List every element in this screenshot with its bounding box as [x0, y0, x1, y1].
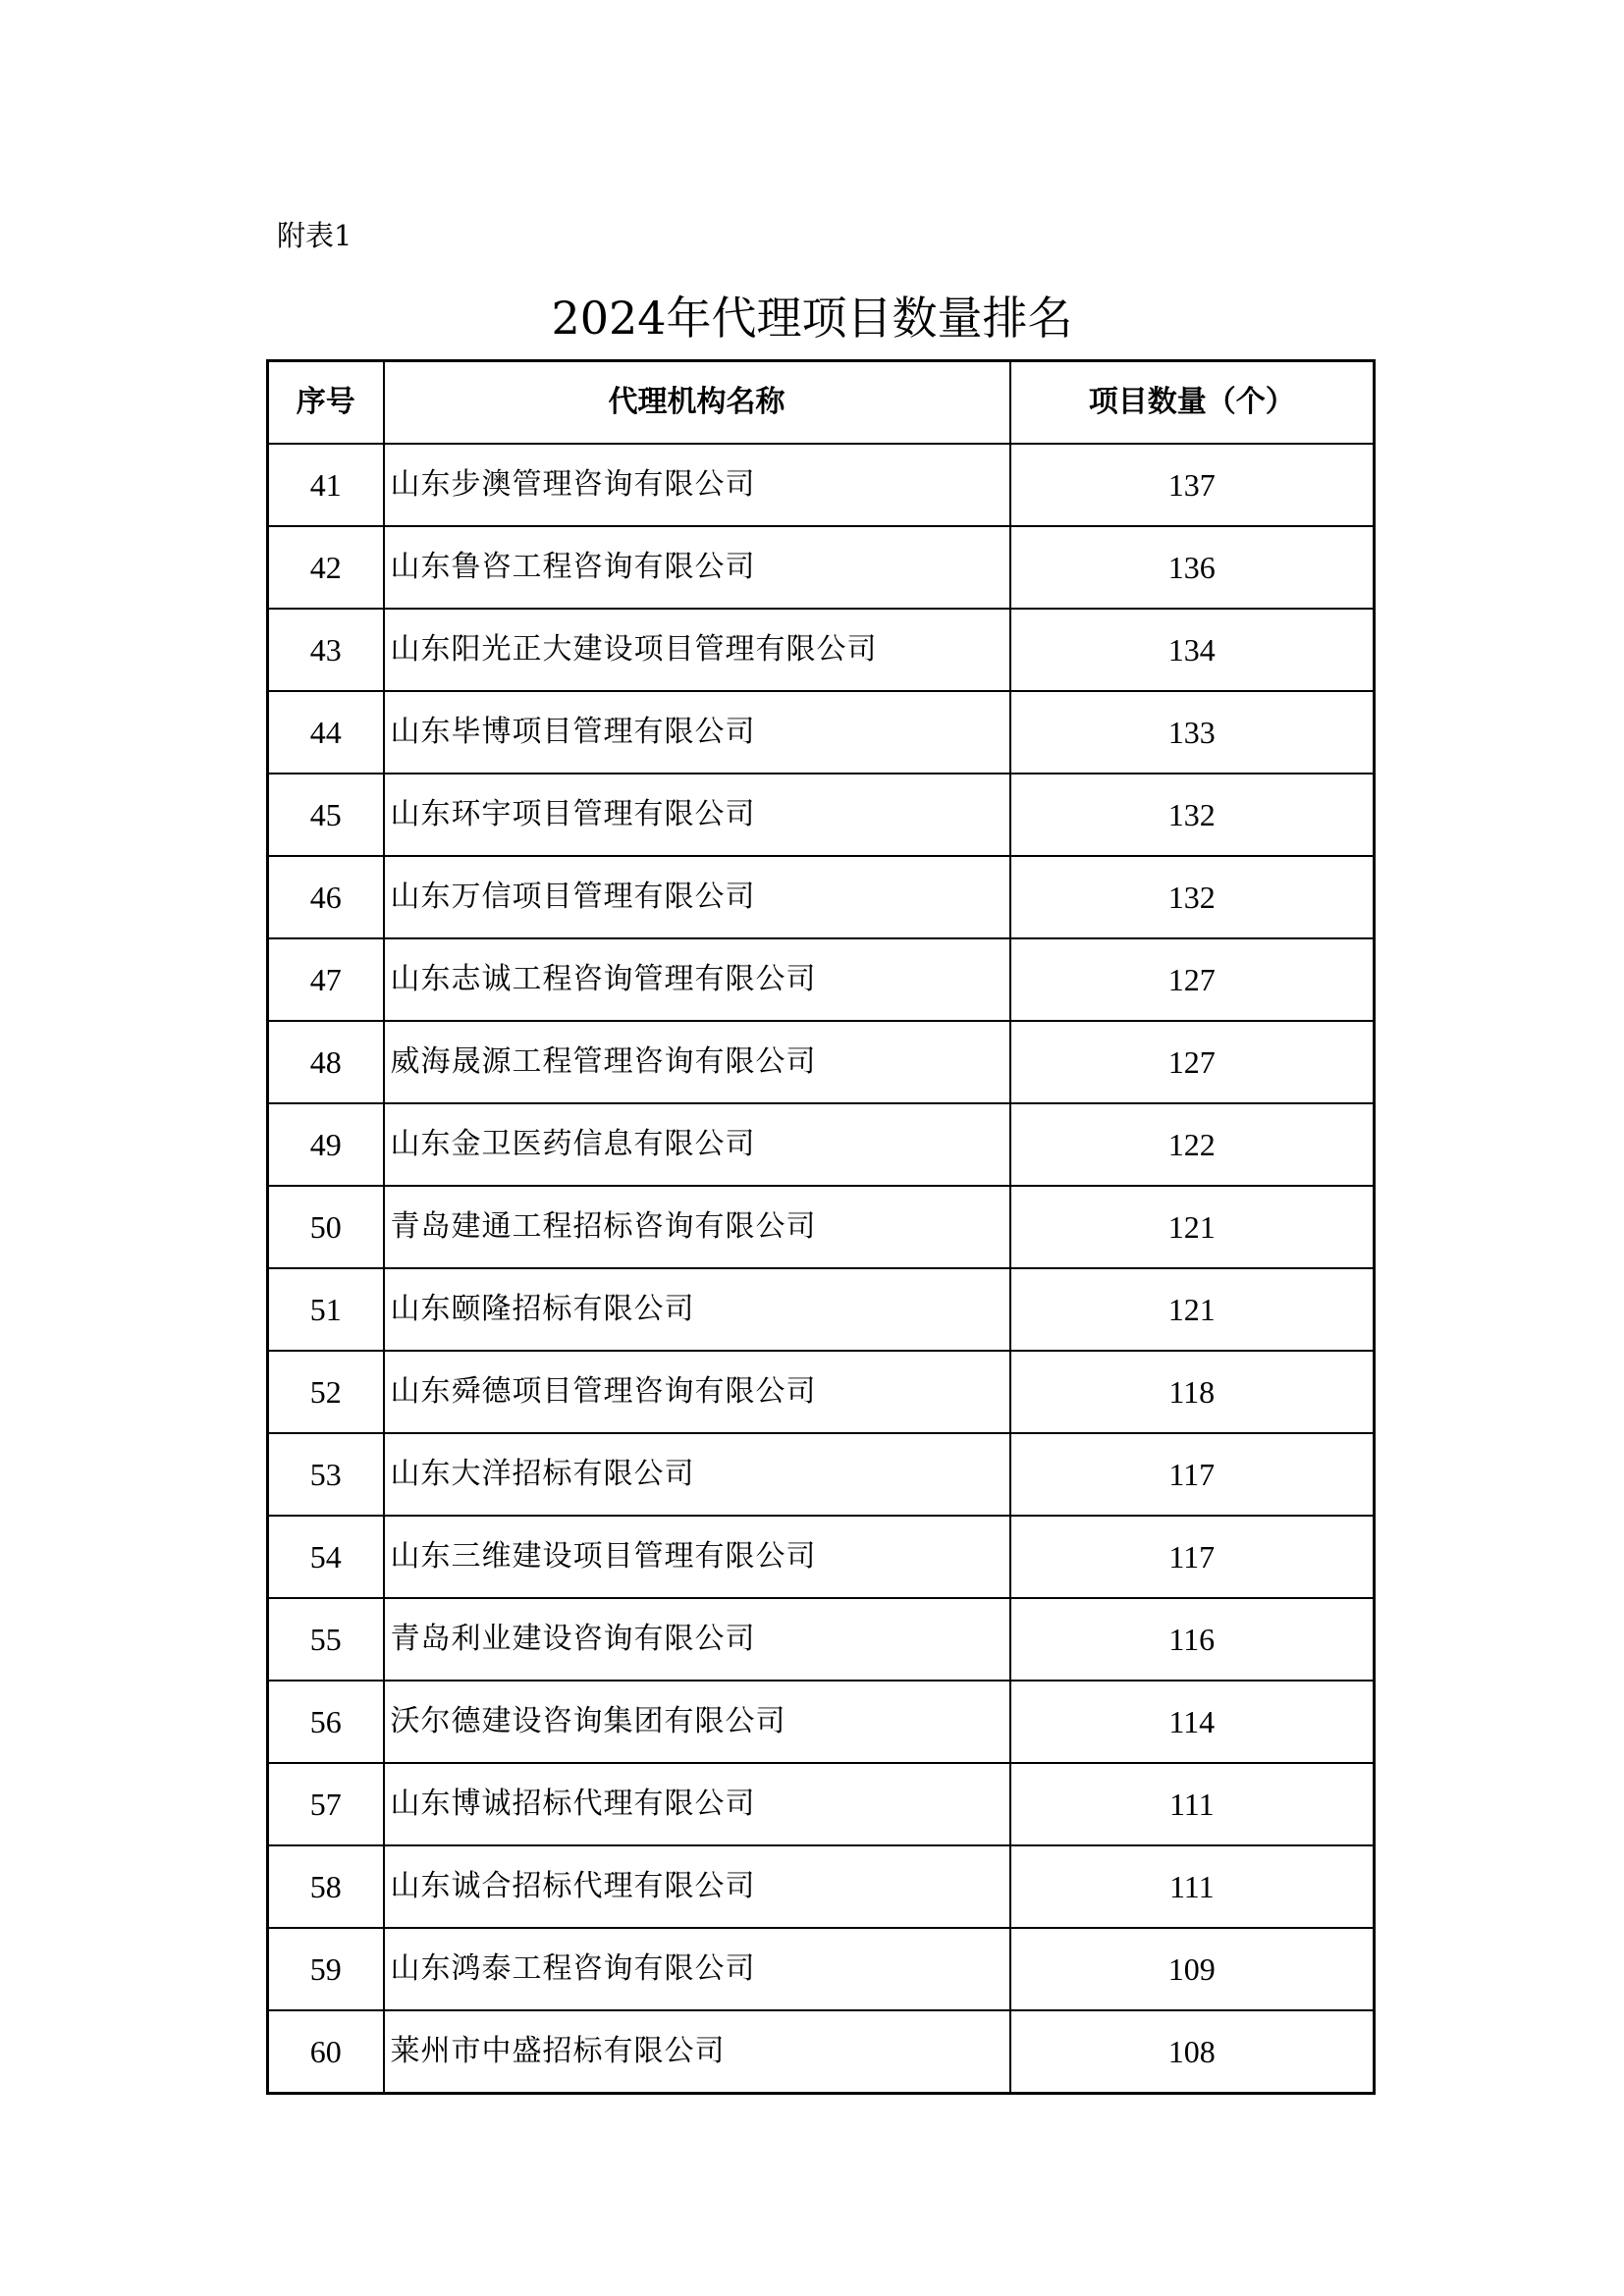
seq-cell: 42 [268, 526, 384, 609]
seq-cell: 50 [268, 1186, 384, 1268]
agency-name-cell: 山东三维建设项目管理有限公司 [384, 1516, 1010, 1598]
agency-name-cell: 沃尔德建设咨询集团有限公司 [384, 1681, 1010, 1763]
seq-cell: 57 [268, 1763, 384, 1845]
agency-name-cell: 山东鸿泰工程咨询有限公司 [384, 1928, 1010, 2010]
seq-cell: 44 [268, 691, 384, 774]
project-count-cell: 127 [1010, 938, 1375, 1021]
table-row [268, 1763, 1375, 1845]
project-count-cell: 132 [1010, 856, 1375, 938]
table-row [268, 444, 1375, 526]
table-row [268, 1516, 1375, 1598]
project-count-cell: 127 [1010, 1021, 1375, 1103]
project-count-cell: 109 [1010, 1928, 1375, 2010]
seq-cell: 60 [268, 2010, 384, 2094]
table-row [268, 1103, 1375, 1186]
project-count-cell: 136 [1010, 526, 1375, 609]
table-row [268, 609, 1375, 691]
agency-name-cell: 青岛利业建设咨询有限公司 [384, 1598, 1010, 1681]
seq-cell: 58 [268, 1845, 384, 1928]
table-row [268, 1928, 1375, 2010]
agency-name-cell: 山东阳光正大建设项目管理有限公司 [384, 609, 1010, 691]
page-title: 2024年代理项目数量排名 [551, 292, 1073, 345]
seq-cell: 54 [268, 1516, 384, 1598]
project-count-cell: 122 [1010, 1103, 1375, 1186]
ranking-table [266, 359, 1376, 2095]
project-count-cell: 108 [1010, 2010, 1375, 2094]
agency-name-cell: 山东诚合招标代理有限公司 [384, 1845, 1010, 1928]
agency-name-cell: 威海晟源工程管理咨询有限公司 [384, 1021, 1010, 1103]
agency-name-cell: 山东金卫医药信息有限公司 [384, 1103, 1010, 1186]
agency-name-cell: 山东鲁咨工程咨询有限公司 [384, 526, 1010, 609]
project-count-cell: 132 [1010, 774, 1375, 856]
agency-name-cell: 山东舜德项目管理咨询有限公司 [384, 1351, 1010, 1433]
agency-name-cell: 山东志诚工程咨询管理有限公司 [384, 938, 1010, 1021]
agency-name-cell: 山东博诚招标代理有限公司 [384, 1763, 1010, 1845]
project-count-cell: 116 [1010, 1598, 1375, 1681]
project-count-cell: 117 [1010, 1516, 1375, 1598]
seq-cell: 46 [268, 856, 384, 938]
project-count-cell: 121 [1010, 1186, 1375, 1268]
seq-cell: 47 [268, 938, 384, 1021]
agency-name-cell: 青岛建通工程招标咨询有限公司 [384, 1186, 1010, 1268]
seq-cell: 59 [268, 1928, 384, 2010]
project-count-cell: 121 [1010, 1268, 1375, 1351]
header-agency-name: 代理机构名称 [384, 361, 1010, 445]
table-row [268, 1845, 1375, 1928]
seq-cell: 41 [268, 444, 384, 526]
table-row [268, 1021, 1375, 1103]
project-count-cell: 111 [1010, 1845, 1375, 1928]
table-row [268, 1598, 1375, 1681]
seq-cell: 48 [268, 1021, 384, 1103]
table-header-row [268, 361, 1375, 445]
table-row [268, 1186, 1375, 1268]
table-row [268, 2010, 1375, 2094]
agency-name-cell: 山东万信项目管理有限公司 [384, 856, 1010, 938]
attachment-label: 附表1 [277, 219, 352, 252]
project-count-cell: 133 [1010, 691, 1375, 774]
seq-cell: 56 [268, 1681, 384, 1763]
seq-cell: 51 [268, 1268, 384, 1351]
seq-cell: 52 [268, 1351, 384, 1433]
seq-cell: 45 [268, 774, 384, 856]
table-row [268, 938, 1375, 1021]
table-row [268, 856, 1375, 938]
agency-name-cell: 莱州市中盛招标有限公司 [384, 2010, 1010, 2094]
agency-name-cell: 山东大洋招标有限公司 [384, 1433, 1010, 1516]
agency-name-cell: 山东毕博项目管理有限公司 [384, 691, 1010, 774]
table-row [268, 1433, 1375, 1516]
project-count-cell: 114 [1010, 1681, 1375, 1763]
table-row [268, 1268, 1375, 1351]
project-count-cell: 117 [1010, 1433, 1375, 1516]
project-count-cell: 134 [1010, 609, 1375, 691]
project-count-cell: 111 [1010, 1763, 1375, 1845]
table-row [268, 1351, 1375, 1433]
agency-name-cell: 山东步澳管理咨询有限公司 [384, 444, 1010, 526]
seq-cell: 55 [268, 1598, 384, 1681]
table-row [268, 526, 1375, 609]
table-row [268, 1681, 1375, 1763]
project-count-cell: 137 [1010, 444, 1375, 526]
table-row [268, 774, 1375, 856]
project-count-cell: 118 [1010, 1351, 1375, 1433]
table-body [268, 444, 1375, 2094]
seq-cell: 43 [268, 609, 384, 691]
seq-cell: 49 [268, 1103, 384, 1186]
table-row [268, 691, 1375, 774]
header-project-count: 项目数量（个） [1010, 361, 1375, 445]
agency-name-cell: 山东环宇项目管理有限公司 [384, 774, 1010, 856]
agency-name-cell: 山东颐隆招标有限公司 [384, 1268, 1010, 1351]
header-seq: 序号 [268, 361, 384, 445]
seq-cell: 53 [268, 1433, 384, 1516]
